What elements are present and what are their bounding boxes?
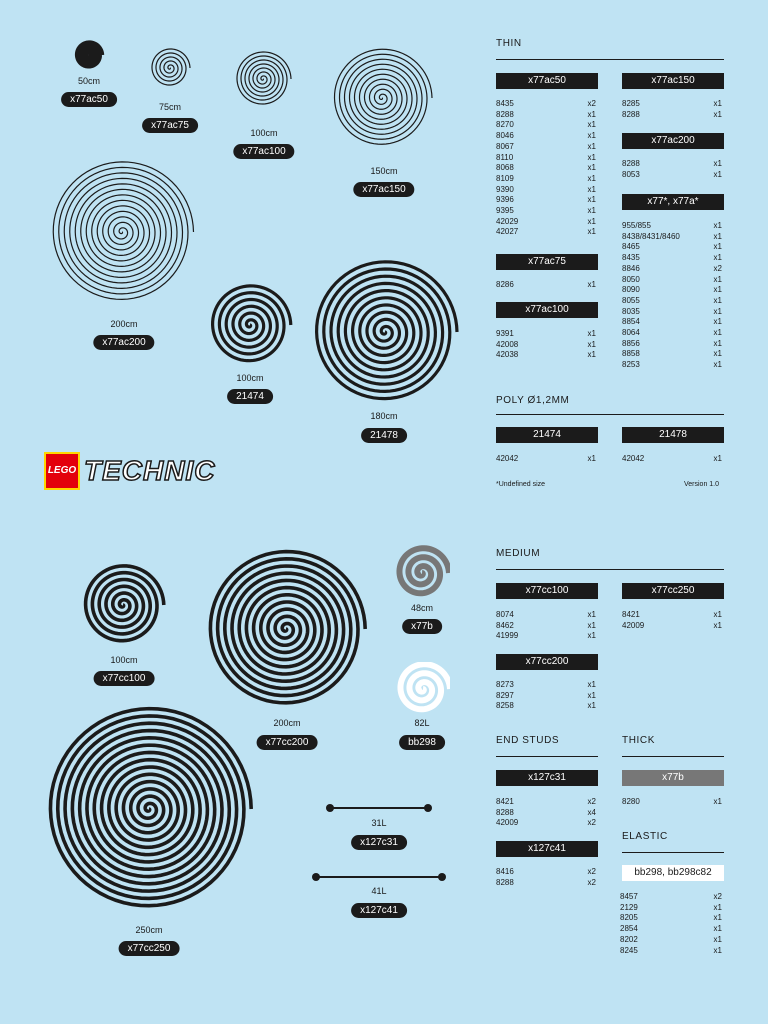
list-item (622, 349, 722, 360)
list-item (622, 621, 722, 632)
cable-length: 41L (371, 886, 387, 896)
list-item (622, 296, 722, 307)
list-item (496, 818, 596, 829)
lego-logo: LEGO (44, 452, 80, 490)
parts-list (620, 892, 722, 956)
set-number: 41999 (496, 631, 519, 641)
list-item (496, 701, 596, 712)
list-item (496, 691, 596, 702)
table-header: x77ac75 (496, 254, 598, 270)
quantity: x1 (713, 99, 722, 108)
quantity: x1 (713, 610, 722, 619)
spiral-path (399, 548, 449, 593)
set-number: 8258 (496, 701, 514, 711)
list-item (496, 174, 596, 185)
parts-list (496, 280, 596, 291)
set-number: 9395 (496, 206, 514, 216)
quantity: x1 (713, 360, 722, 370)
set-number: 8288 (496, 877, 514, 887)
parts-list (622, 797, 722, 808)
quantity: x2 (587, 877, 596, 887)
set-number: 8416 (496, 867, 514, 876)
quantity: x1 (587, 206, 596, 216)
set-number: 8270 (496, 120, 514, 130)
list-item (496, 163, 596, 174)
quantity: x1 (713, 169, 722, 179)
coil-length: 50cm (77, 76, 100, 86)
set-number: 8280 (622, 797, 640, 806)
quantity: x1 (587, 131, 596, 141)
divider (496, 414, 724, 415)
coil-length: 100cm (250, 128, 278, 138)
list-item (622, 317, 722, 328)
list-item (622, 454, 722, 465)
set-number: 8297 (496, 690, 514, 700)
set-number: 8288 (496, 109, 514, 119)
spiral-path (317, 262, 457, 399)
coil-pill: x77cc200 (257, 735, 318, 750)
table-header: bb298, bb298c82 (622, 865, 724, 881)
quantity: x1 (713, 109, 722, 119)
coil-bb298-icon (396, 662, 450, 716)
parts-list (496, 99, 596, 238)
spiral-path (77, 42, 102, 66)
spiral-path (335, 49, 433, 144)
section-end-studs: END STUDS (496, 735, 560, 746)
table-header: x77ac50 (496, 73, 598, 89)
table-header: x77b (622, 770, 724, 786)
set-number: 8110 (496, 152, 514, 162)
parts-list (622, 99, 722, 120)
parts-list (496, 610, 596, 642)
list-item (620, 924, 722, 935)
set-number: 42029 (496, 216, 519, 226)
coil-x77cc100-icon (80, 562, 166, 648)
list-item (622, 232, 722, 243)
quantity: x2 (587, 867, 596, 876)
spiral-path (213, 286, 291, 361)
list-item (622, 221, 722, 232)
list-item (496, 867, 596, 878)
quantity: x2 (587, 99, 596, 108)
table-header: x77ac200 (622, 133, 724, 149)
spiral-path (210, 552, 365, 703)
quantity: x1 (713, 274, 722, 284)
quantity: x1 (713, 306, 722, 316)
list-item (496, 454, 596, 465)
set-number: 8245 (620, 945, 638, 955)
quantity: x1 (713, 349, 722, 359)
quantity: x1 (587, 109, 596, 119)
set-number: 42009 (622, 620, 645, 630)
quantity: x1 (713, 221, 722, 230)
quantity: x1 (587, 631, 596, 641)
list-item (622, 253, 722, 264)
coil-length: 75cm (158, 102, 181, 112)
list-item (496, 621, 596, 632)
parts-list (622, 159, 722, 180)
quantity: x1 (713, 934, 722, 944)
quantity: x1 (713, 317, 722, 327)
parts-list (496, 680, 596, 712)
set-number: 42042 (496, 454, 519, 463)
quantity: x1 (713, 231, 722, 241)
quantity: x2 (587, 797, 596, 806)
list-item (496, 878, 596, 889)
quantity: x1 (587, 350, 596, 360)
table-header: x77cc200 (496, 654, 598, 670)
list-item (496, 142, 596, 153)
parts-list (496, 454, 596, 465)
list-item (496, 131, 596, 142)
set-number: 42042 (622, 454, 645, 463)
coil-x77b-icon (394, 545, 450, 601)
set-number: 8055 (622, 295, 640, 305)
set-number: 8846 (622, 263, 640, 273)
coil-x77ac100-icon (222, 38, 304, 120)
spiral-path (237, 52, 291, 104)
section-medium: MEDIUM (496, 548, 541, 559)
quantity: x1 (587, 329, 596, 338)
quantity: x1 (713, 620, 722, 630)
set-number: 42008 (496, 339, 519, 349)
quantity: x1 (587, 216, 596, 226)
set-number: 9391 (496, 329, 514, 338)
table-header: x77ac150 (622, 73, 724, 89)
quantity: x1 (587, 610, 596, 619)
divider (496, 756, 598, 757)
set-number: 955/855 (622, 221, 651, 230)
set-number: 8205 (620, 913, 638, 923)
quantity: x1 (587, 173, 596, 183)
list-item (496, 680, 596, 691)
cable-pill: x127c41 (351, 903, 407, 918)
table-header: x77cc100 (496, 583, 598, 599)
divider (496, 59, 724, 60)
coil-length: 82L (414, 718, 430, 728)
list-item (622, 264, 722, 275)
set-number: 42038 (496, 350, 519, 360)
quantity: x1 (587, 120, 596, 130)
list-item (622, 275, 722, 286)
parts-list (622, 610, 722, 631)
quantity: x1 (587, 280, 596, 289)
table-header: 21478 (622, 427, 724, 443)
quantity: x1 (713, 945, 722, 955)
quantity: x1 (713, 797, 722, 806)
coil-pill: bb298 (399, 735, 445, 750)
coil-x77ac75-icon (140, 38, 200, 98)
coil-pill: x77ac200 (93, 335, 154, 350)
quantity: x1 (587, 339, 596, 349)
coil-length: 180cm (370, 411, 398, 421)
quantity: x1 (587, 620, 596, 630)
list-item (622, 110, 722, 121)
quantity: x1 (713, 242, 722, 252)
set-number: 2129 (620, 902, 638, 912)
list-item (622, 328, 722, 339)
table-header: x127c31 (496, 770, 598, 786)
quantity: x1 (587, 195, 596, 205)
list-item (496, 217, 596, 228)
quantity: x1 (587, 141, 596, 151)
section-poly: POLY Ø1,2MM (496, 395, 570, 406)
table-header: x77cc250 (622, 583, 724, 599)
coil-x77ac50-icon (70, 36, 108, 74)
list-item (496, 195, 596, 206)
quantity: x1 (587, 152, 596, 162)
coil-length: 100cm (110, 655, 138, 665)
set-number: 8435 (496, 99, 514, 108)
list-item (620, 913, 722, 924)
set-number: 8273 (496, 680, 514, 689)
list-item (620, 935, 722, 946)
quantity: x2 (713, 892, 722, 901)
spiral-path (86, 566, 164, 641)
version: Version 1.0 (684, 481, 720, 488)
parts-list (496, 329, 596, 361)
quantity: x1 (587, 701, 596, 711)
list-item (622, 360, 722, 371)
coil-length: 150cm (370, 166, 398, 176)
list-item (496, 329, 596, 340)
list-item (496, 153, 596, 164)
coil-pill: x77cc100 (94, 671, 155, 686)
divider (622, 852, 724, 853)
list-item (496, 120, 596, 131)
coil-x77ac150-icon (322, 38, 442, 158)
quantity: x1 (713, 924, 722, 934)
list-item (496, 808, 596, 819)
spiral-path (152, 49, 190, 85)
set-number: 42027 (496, 227, 519, 237)
coil-length: 200cm (110, 319, 138, 329)
set-number: 8457 (620, 892, 638, 901)
spiral-path (400, 664, 450, 709)
set-number: 8046 (496, 131, 514, 141)
list-item (620, 903, 722, 914)
coil-pill: x77ac50 (61, 92, 117, 107)
set-number: 8109 (496, 173, 514, 183)
quantity: x1 (713, 338, 722, 348)
table-header: x77*, x77a* (622, 194, 724, 210)
quantity: x1 (713, 902, 722, 912)
list-item (620, 946, 722, 957)
list-item (496, 350, 596, 361)
coil-length: 200cm (273, 718, 301, 728)
set-number: 8856 (622, 338, 640, 348)
list-item (622, 242, 722, 253)
set-number: 8067 (496, 141, 514, 151)
quantity: x1 (587, 163, 596, 173)
coil-x77cc250-icon (42, 702, 256, 916)
divider (496, 569, 724, 570)
set-number: 8035 (622, 306, 640, 316)
set-number: 8288 (496, 807, 514, 817)
set-number: 9390 (496, 184, 514, 194)
quantity: x1 (713, 328, 722, 338)
set-number: 8064 (622, 328, 640, 338)
table-header: x77ac100 (496, 302, 598, 318)
coil-pill: x77ac75 (142, 118, 198, 133)
quantity: x4 (587, 807, 596, 817)
quantity: x1 (587, 680, 596, 689)
set-number: 8854 (622, 317, 640, 327)
set-number: 8202 (620, 934, 638, 944)
set-number: 8438/8431/8460 (622, 231, 680, 241)
list-item (622, 159, 722, 170)
list-item (496, 99, 596, 110)
quantity: x1 (587, 184, 596, 194)
list-item (496, 610, 596, 621)
parts-list (622, 221, 722, 371)
list-item (620, 892, 722, 903)
coil-pill: 21478 (361, 428, 407, 443)
list-item (496, 797, 596, 808)
quantity: x1 (713, 295, 722, 305)
parts-list (496, 797, 596, 829)
quantity: x1 (713, 253, 722, 263)
set-number: 42009 (496, 818, 519, 828)
list-item (622, 285, 722, 296)
set-number: 8286 (496, 280, 514, 289)
set-number: 8421 (622, 610, 640, 619)
set-number: 8421 (496, 797, 514, 806)
set-number: 8858 (622, 349, 640, 359)
coil-x77ac200-icon (42, 152, 202, 312)
cable-length: 31L (371, 818, 387, 828)
list-item (496, 280, 596, 291)
set-number: 8462 (496, 620, 514, 630)
section-thin: THIN (496, 38, 522, 49)
set-number: 8435 (622, 253, 640, 263)
cable-pill: x127c31 (351, 835, 407, 850)
coil-pill: x77cc250 (119, 941, 180, 956)
quantity: x1 (713, 285, 722, 295)
quantity: x1 (587, 690, 596, 700)
list-item (622, 610, 722, 621)
set-number: 8050 (622, 274, 640, 284)
set-number: 8288 (622, 159, 640, 168)
quantity: x1 (713, 159, 722, 168)
coil-x77cc200-icon (205, 548, 367, 710)
spiral-path (53, 162, 193, 300)
list-item (622, 797, 722, 808)
parts-list (622, 454, 722, 465)
table-header: 21474 (496, 427, 598, 443)
coil-length: 250cm (135, 925, 163, 935)
coil-pill: x77ac100 (233, 144, 294, 159)
list-item (622, 170, 722, 181)
list-item (496, 185, 596, 196)
parts-list (496, 867, 596, 888)
set-number: 8074 (496, 610, 514, 619)
section-elastic: ELASTIC (622, 831, 668, 842)
set-number: 8068 (496, 163, 514, 173)
list-item (622, 307, 722, 318)
set-number: 8053 (622, 169, 640, 179)
coil-21478-icon (308, 255, 462, 409)
set-number: 8465 (622, 242, 640, 252)
set-number: 8288 (622, 109, 640, 119)
list-item (496, 340, 596, 351)
coil-pill: x77ac150 (353, 182, 414, 197)
list-item (496, 631, 596, 642)
footnote: *Undefined size (496, 481, 546, 488)
coil-length: 48cm (410, 603, 433, 613)
list-item (496, 206, 596, 217)
coil-pill: x77b (402, 619, 442, 634)
spiral-path (50, 709, 251, 906)
set-number: 8285 (622, 99, 640, 108)
coil-pill: 21474 (227, 389, 273, 404)
coil-length: 100cm (236, 373, 264, 383)
quantity: x1 (587, 227, 596, 237)
cable-x127c41-icon (316, 876, 442, 878)
set-number: 8090 (622, 285, 640, 295)
set-number: 9396 (496, 195, 514, 205)
coil-21474-icon (205, 280, 295, 370)
quantity: x1 (587, 454, 596, 463)
list-item (622, 339, 722, 350)
quantity: x2 (587, 818, 596, 828)
quantity: x1 (713, 454, 722, 463)
quantity: x2 (713, 263, 722, 273)
section-thick: THICK (622, 735, 655, 746)
list-item (496, 110, 596, 121)
table-header: x127c41 (496, 841, 598, 857)
set-number: 2854 (620, 924, 638, 934)
set-number: 8253 (622, 360, 640, 370)
quantity: x1 (713, 913, 722, 923)
list-item (622, 99, 722, 110)
cable-x127c31-icon (330, 807, 428, 809)
divider (622, 756, 724, 757)
technic-wordmark: TECHNIC (84, 455, 216, 486)
list-item (496, 227, 596, 238)
